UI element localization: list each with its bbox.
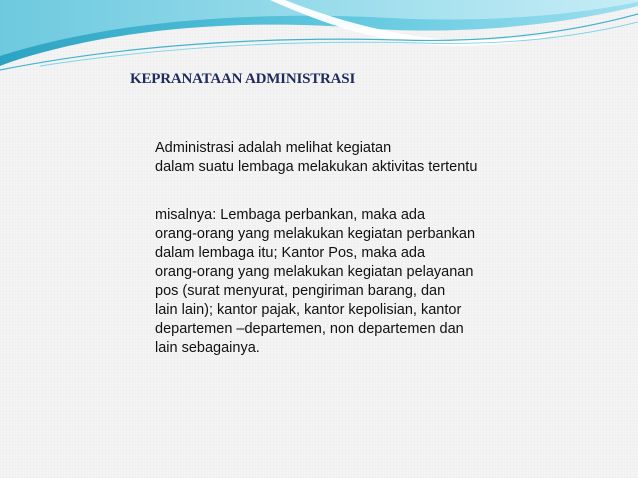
header-wave-decoration (0, 0, 638, 80)
paragraph-examples: misalnya: Lembaga perbankan, maka ada orang-orang yang melakukan kegiatan perbankan dalam lembaga itu; Kantor Pos, maka ada orang-orang yang melakukan kegiatan pelayanan pos (surat menyurat, pengiriman barang, dan lain lain); kantor pajak, kantor kepolisian, kantor departemen –departemen, non departemen dan lain sebagainya. (155, 207, 476, 356)
paragraph-definition: Administrasi adalah melihat kegiatan dalam suatu lembaga melakukan aktivitas tertentu (155, 140, 478, 175)
wave-band-light (0, 0, 638, 56)
slide-title: KEPRANATAAN ADMINISTRASI (130, 71, 356, 87)
